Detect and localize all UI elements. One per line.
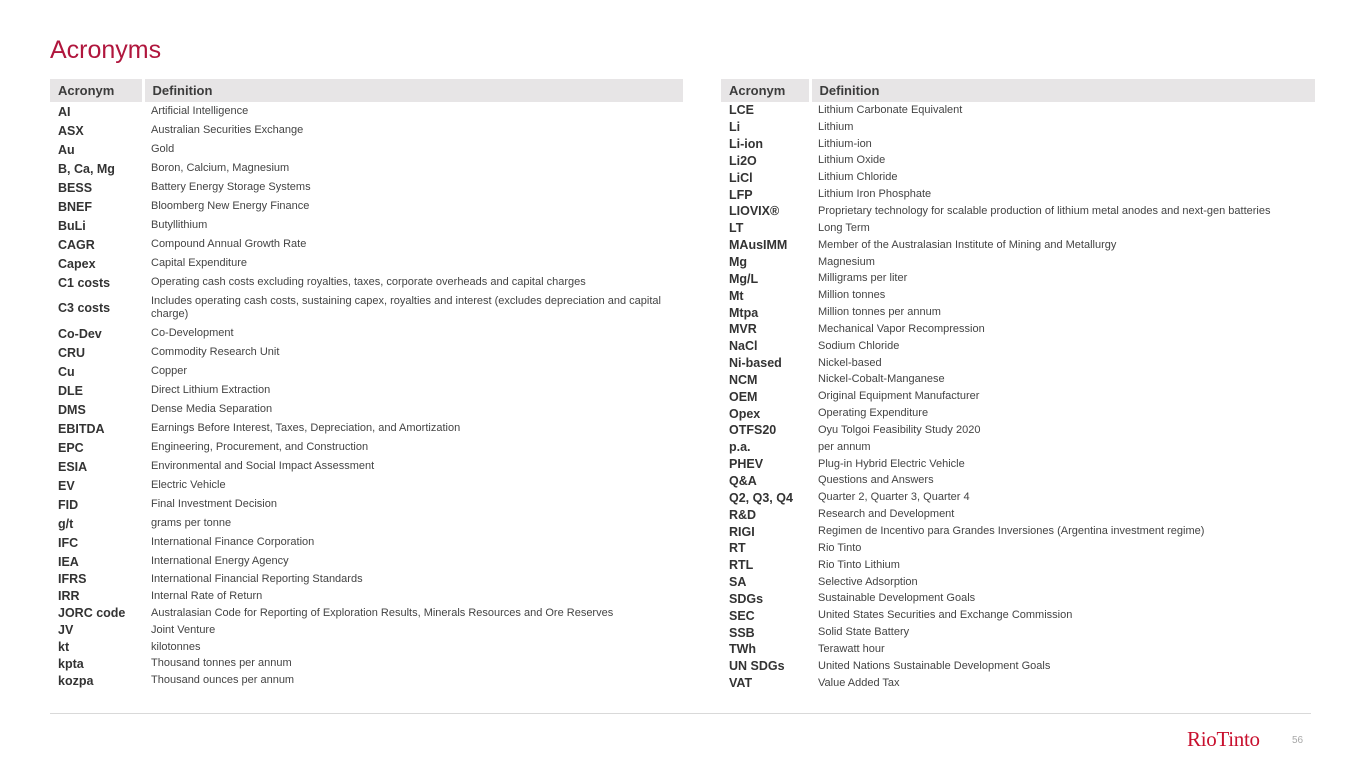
rio-tinto-logo: RioTinto	[1187, 727, 1260, 751]
table-row	[50, 381, 683, 400]
definition-cell: Commodity Research Unit	[151, 346, 280, 358]
table-row	[721, 489, 1315, 506]
table-row	[50, 622, 683, 639]
table-row	[50, 438, 683, 457]
table-row	[721, 372, 1315, 389]
definition-cell: Lithium Oxide	[818, 154, 886, 167]
acronym-cell: EBITDA	[58, 421, 105, 436]
definition-cell: Engineering, Procurement, and Construction	[151, 441, 369, 453]
acronym-cell: BuLi	[58, 218, 86, 233]
definition-cell: per annum	[818, 440, 871, 453]
acronym-column-header: Acronym	[721, 79, 810, 102]
table-row	[721, 119, 1315, 136]
page-title: Acronyms	[50, 36, 162, 64]
footer-divider	[50, 713, 1311, 714]
acronym-cell: MVR	[729, 322, 757, 337]
acronym-cell: Capex	[58, 256, 96, 271]
definition-cell: Solid State Battery	[818, 626, 910, 639]
acronym-cell: Cu	[58, 364, 75, 379]
acronym-cell: UN SDGs	[729, 659, 785, 674]
definition-cell: Sustainable Development Goals	[818, 592, 976, 605]
acronym-cell: p.a.	[729, 440, 751, 455]
acronym-cell: kozpa	[58, 673, 94, 688]
table-row	[721, 355, 1315, 372]
table-row	[721, 237, 1315, 254]
table-row	[50, 495, 683, 514]
table-row	[721, 388, 1315, 405]
definition-cell: Final Investment Decision	[151, 498, 277, 510]
table-row	[50, 121, 683, 140]
definition-cell: Australasian Code for Reporting of Exploration Results, Minerals Resources and Ore Reserves	[151, 606, 614, 619]
definition-cell: Mechanical Vapor Recompression	[818, 322, 985, 335]
acronym-table-right-body	[721, 102, 1315, 692]
table-row	[50, 140, 683, 159]
table-row	[50, 324, 683, 343]
acronym-table-left	[50, 79, 683, 689]
table-row	[50, 292, 683, 324]
acronym-cell: Mg/L	[729, 271, 759, 286]
definition-cell: Joint Venture	[151, 623, 216, 636]
table-row	[721, 624, 1315, 641]
acronym-cell: Q2, Q3, Q4	[729, 490, 793, 505]
acronym-cell: LT	[729, 221, 744, 236]
table-row	[50, 216, 683, 235]
acronym-cell: Q&A	[729, 473, 757, 488]
acronym-cell: CRU	[58, 345, 86, 360]
definition-cell: Rio Tinto	[818, 541, 862, 554]
acronym-cell: IFC	[58, 535, 79, 550]
table-row	[50, 571, 683, 588]
definition-cell: Long Term	[818, 221, 870, 234]
table-row	[721, 574, 1315, 591]
acronym-column-header: Acronym	[50, 79, 143, 102]
table-row	[721, 102, 1315, 119]
acronym-cell: SA	[729, 575, 747, 590]
table-row	[721, 590, 1315, 607]
definition-cell: Regimen de Incentivo para Grandes Inversiones (Argentina investment regime)	[818, 525, 1205, 538]
acronym-cell: NaCl	[729, 339, 758, 354]
table-row	[721, 506, 1315, 523]
definition-cell: Nickel-based	[818, 356, 882, 369]
definition-cell: Research and Development	[818, 508, 955, 521]
table-row	[50, 476, 683, 495]
table-row	[50, 639, 683, 656]
table-row	[721, 304, 1315, 321]
acronym-cell: Opex	[729, 406, 761, 421]
definition-cell: Nickel-Cobalt-Manganese	[818, 373, 945, 386]
definition-cell: Australian Securities Exchange	[151, 124, 304, 136]
table-row	[50, 400, 683, 419]
acronym-cell: C1 costs	[58, 275, 111, 290]
table-row	[721, 169, 1315, 186]
definition-cell: Internal Rate of Return	[151, 589, 263, 602]
definition-cell: Selective Adsorption	[818, 575, 918, 588]
definition-cell: Operating cash costs excluding royalties, taxes, corporate overheads and capital charges	[151, 276, 586, 288]
acronym-cell: Mtpa	[729, 305, 759, 320]
table-row	[721, 473, 1315, 490]
table-row	[50, 254, 683, 273]
definition-cell: Earnings Before Interest, Taxes, Depreciation, and Amortization	[151, 422, 461, 434]
definition-cell: Artificial Intelligence	[151, 105, 249, 117]
table-header-row	[721, 79, 1315, 102]
table-row	[721, 456, 1315, 473]
table-row	[50, 362, 683, 381]
table-row	[50, 273, 683, 292]
acronym-cell: BESS	[58, 180, 93, 195]
definition-cell: kilotonnes	[151, 640, 201, 653]
acronym-cell: LFP	[729, 187, 753, 202]
acronym-cell: AI	[58, 104, 71, 119]
definition-cell: Lithium Iron Phosphate	[818, 188, 932, 201]
table-row	[50, 457, 683, 476]
definition-cell: Copper	[151, 365, 188, 377]
definition-cell: Includes operating cash costs, sustaining capex, royalties and interest (excludes depreciation and capital charge)	[151, 295, 661, 320]
definition-cell: Electric Vehicle	[151, 479, 226, 491]
table-row	[50, 419, 683, 438]
table-row	[721, 540, 1315, 557]
table-row	[721, 641, 1315, 658]
acronym-cell: OEM	[729, 389, 758, 404]
acronym-cell: SDGs	[729, 591, 764, 606]
definition-cell: Member of the Australasian Institute of Mining and Metallurgy	[818, 238, 1117, 251]
definition-cell: Co-Development	[151, 327, 234, 339]
table-row	[721, 220, 1315, 237]
acronym-cell: LCE	[729, 103, 754, 118]
acronym-cell: Mt	[729, 288, 744, 303]
table-row	[50, 197, 683, 216]
acronym-cell: ESIA	[58, 459, 88, 474]
acronym-cell: NCM	[729, 372, 758, 387]
acronym-cell: MAusIMM	[729, 238, 788, 253]
definition-cell: Thousand tonnes per annum	[151, 657, 292, 670]
definition-cell: Million tonnes	[818, 289, 886, 302]
acronym-cell: IRR	[58, 589, 80, 604]
table-row	[721, 203, 1315, 220]
definition-cell: Bloomberg New Energy Finance	[151, 200, 310, 212]
definition-cell: grams per tonne	[151, 517, 232, 529]
acronym-cell: TWh	[729, 642, 757, 657]
acronym-cell: R&D	[729, 507, 757, 522]
acronym-cell: VAT	[729, 676, 753, 691]
definition-cell: Lithium Chloride	[818, 171, 898, 184]
acronym-cell: EV	[58, 478, 75, 493]
acronym-cell: DMS	[58, 402, 86, 417]
definition-cell: Milligrams per liter	[818, 272, 908, 285]
acronym-cell: JORC code	[58, 606, 126, 621]
table-row	[721, 186, 1315, 203]
definition-column-header: Definition	[143, 79, 683, 102]
definition-cell: Battery Energy Storage Systems	[151, 181, 311, 193]
acronym-cell: Li-ion	[729, 137, 764, 152]
definition-cell: Magnesium	[818, 255, 875, 268]
acronym-cell: Co-Dev	[58, 326, 102, 341]
acronym-cell: DLE	[58, 383, 83, 398]
acronym-cell: kt	[58, 640, 70, 654]
acronym-cell: FID	[58, 497, 79, 512]
acronym-cell: IEA	[58, 554, 79, 569]
table-header-row	[50, 79, 683, 102]
acronym-cell: Au	[58, 142, 75, 157]
definition-cell: Dense Media Separation	[151, 403, 273, 415]
definition-cell: Lithium Carbonate Equivalent	[818, 103, 963, 116]
table-row	[721, 422, 1315, 439]
definition-cell: Rio Tinto Lithium	[818, 558, 900, 571]
definition-cell: Terawatt hour	[818, 642, 885, 655]
acronym-cell: LiCl	[729, 170, 753, 185]
table-row	[50, 159, 683, 178]
table-row	[50, 533, 683, 552]
definition-column-header: Definition	[810, 79, 1315, 102]
acronym-table-right	[721, 79, 1315, 692]
table-row	[721, 523, 1315, 540]
table-row	[50, 514, 683, 533]
definition-cell: Gold	[151, 143, 175, 155]
definition-cell: Capital Expenditure	[151, 257, 248, 269]
acronym-cell: RT	[729, 541, 746, 556]
definition-cell: Operating Expenditure	[818, 407, 929, 420]
definition-cell: Proprietary technology for scalable production of lithium metal anodes and next-gen batteries	[818, 204, 1271, 217]
acronym-cell: kpta	[58, 656, 84, 671]
acronym-cell: BNEF	[58, 199, 93, 214]
table-row	[721, 675, 1315, 692]
acronym-table-left-body	[50, 102, 683, 689]
definition-cell: International Energy Agency	[151, 555, 289, 567]
acronym-cell: LIOVIX®	[729, 204, 780, 219]
definition-cell: United States Securities and Exchange Commission	[818, 609, 1073, 622]
table-row	[721, 405, 1315, 422]
definition-cell: Butyllithium	[151, 219, 208, 231]
acronym-cell: JV	[58, 623, 74, 638]
table-row	[50, 552, 683, 571]
table-row	[721, 270, 1315, 287]
definition-cell: Lithium	[818, 120, 854, 133]
definition-cell: Sodium Chloride	[818, 339, 900, 352]
page-number: 56	[1292, 735, 1304, 746]
acronym-cell: Mg	[729, 255, 748, 270]
definition-cell: Oyu Tolgoi Feasibility Study 2020	[818, 423, 981, 436]
table-row	[50, 178, 683, 197]
acronym-cell: RTL	[729, 558, 754, 573]
definition-cell: Environmental and Social Impact Assessment	[151, 460, 375, 472]
acronym-cell: Li2O	[729, 153, 757, 168]
table-row	[721, 607, 1315, 624]
table-row	[721, 153, 1315, 170]
table-row	[721, 658, 1315, 675]
definition-cell: Compound Annual Growth Rate	[151, 238, 307, 250]
table-row	[721, 287, 1315, 304]
acronym-cell: B, Ca, Mg	[58, 161, 115, 176]
definition-cell: Plug-in Hybrid Electric Vehicle	[818, 457, 965, 470]
acronym-cell: RIGI	[729, 524, 755, 539]
acronym-cell: Li	[729, 120, 741, 135]
definition-cell: Lithium-ion	[818, 137, 872, 150]
acronym-cell: PHEV	[729, 457, 764, 472]
acronym-cell: g/t	[58, 516, 74, 531]
table-row	[50, 655, 683, 672]
acronym-cell: SSB	[729, 625, 755, 640]
definition-cell: International Finance Corporation	[151, 536, 315, 548]
acronym-cell: OTFS20	[729, 423, 777, 438]
table-row	[721, 321, 1315, 338]
table-row	[721, 557, 1315, 574]
acronym-cell: CAGR	[58, 237, 95, 252]
acronym-cell: SEC	[729, 608, 755, 623]
table-row	[50, 672, 683, 689]
table-row	[50, 588, 683, 605]
table-row	[721, 136, 1315, 153]
definition-cell: Million tonnes per annum	[818, 306, 941, 319]
definition-cell: Direct Lithium Extraction	[151, 384, 271, 396]
definition-cell: Questions and Answers	[818, 474, 934, 487]
definition-cell: Original Equipment Manufacturer	[818, 390, 980, 403]
definition-cell: Boron, Calcium, Magnesium	[151, 162, 290, 174]
definition-cell: International Financial Reporting Standards	[151, 572, 363, 585]
table-row	[721, 338, 1315, 355]
acronym-cell: ASX	[58, 123, 84, 138]
table-row	[50, 605, 683, 622]
definition-cell: Thousand ounces per annum	[151, 674, 295, 687]
acronym-cell: EPC	[58, 440, 84, 455]
definition-cell: Value Added Tax	[818, 676, 900, 689]
acronym-cell: C3 costs	[58, 301, 111, 315]
acronym-cell: IFRS	[58, 572, 87, 587]
table-row	[50, 235, 683, 254]
definition-cell: Quarter 2, Quarter 3, Quarter 4	[818, 491, 970, 504]
acronym-cell: Ni-based	[729, 356, 782, 371]
definition-cell: United Nations Sustainable Development Goals	[818, 659, 1051, 672]
table-row	[50, 102, 683, 121]
table-row	[50, 343, 683, 362]
table-row	[721, 439, 1315, 456]
table-row	[721, 254, 1315, 271]
